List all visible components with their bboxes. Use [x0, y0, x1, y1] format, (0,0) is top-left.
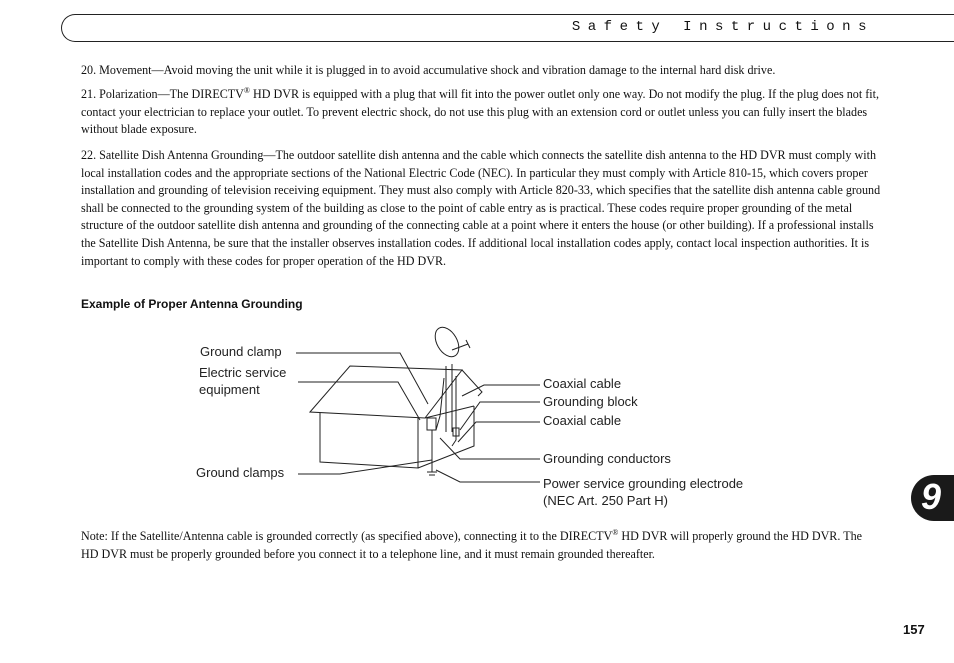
house-wall-front — [320, 412, 418, 468]
grounding-note — [81, 528, 881, 563]
label-coaxial-cable-2: Coaxial cable — [543, 413, 622, 428]
paragraph-dish-grounding: 22. Satellite Dish Antenna Grounding—The outdoor satellite dish antenna and the cable which connects the satellite dish antenna to the HD DVR must comply with local installation codes and the appropriate sections of the National Electric Code (NEC). In particular they must comply with Article 810-15, which covers proper installation and grounding of television receiving equipment. They must also comply with Article 820-33, which specifies that the satellite dish antenna cable ground shall be connected to the grounding system of the building as close to the point of cable entry as is practical. These codes require proper grounding of the metal structure of the outdoor satellite dish antenna and grounding of the connecting cable at a point where it enters the house (or other building). If a professional installs the Satellite Dish Antenna, be sure that the installer observes installation codes. If additional local installation codes apply, contact local inspection authorities. It is important to comply with these codes for proper operation of the HD DVR. — [81, 148, 881, 268]
paragraph-polarization-start: 21. Polarization—The DIRECTV — [81, 87, 244, 101]
label-electric-service: Electric service — [199, 365, 287, 380]
note-registered-mark: ® — [612, 527, 619, 537]
page-number: 157 — [903, 622, 925, 637]
label-electric-service-2: equipment — [199, 382, 260, 397]
electric-service-box — [427, 418, 436, 430]
antenna-grounding-diagram — [0, 320, 954, 520]
roof-front — [310, 366, 462, 418]
leader-electrode — [436, 470, 540, 482]
label-power-electrode: Power service grounding electrode — [543, 476, 744, 491]
house-grounding-illustration — [0, 320, 954, 520]
chapter-number: 9 — [921, 476, 942, 517]
note-start: Note: If the Satellite/Antenna cable is grounded correctly (as specified above), connecting it to the DIRECTV — [81, 529, 613, 543]
paragraph-movement: 20. Movement—Avoid moving the unit while it is plugged in to avoid accumulative shock and vibration damage to the internal hard disk drive. — [81, 63, 776, 77]
paragraph-polarization-rest: HD DVR is equipped with a plug that will fit into the power outlet only one way. Do not modify the plug. If the plug does not fit, contact your electrician to replace your outlet. To prevent electric shock, do not use this plug with an extension cord or outlet unless you can fully insert the blades without blade exposure. — [81, 87, 879, 137]
label-power-electrode-2: (NEC Art. 250 Part H) — [543, 493, 668, 508]
label-ground-clamps: Ground clamps — [196, 465, 285, 480]
note-rest: HD DVR will properly ground the HD DVR. The HD DVR must be properly grounded before you connect it to a telephone line, and it must remain grounded thereafter. — [81, 529, 862, 561]
leader-coaxial-cable-2 — [458, 422, 540, 442]
label-grounding-block: Grounding block — [543, 394, 638, 409]
roof-side — [462, 370, 482, 396]
leader-coaxial-cable-1 — [462, 385, 540, 396]
section-heading: Example of Proper Antenna Grounding — [81, 297, 303, 311]
page-header-title: Safety Instructions — [571, 19, 874, 35]
leader-ground-clamps — [298, 460, 432, 474]
label-grounding-conductors: Grounding conductors — [543, 451, 671, 466]
satellite-dish — [430, 323, 463, 361]
paragraph-polarization — [81, 86, 881, 139]
label-coaxial-cable-1: Coaxial cable — [543, 376, 622, 391]
label-ground-clamp: Ground clamp — [200, 344, 282, 359]
ground-symbol — [427, 472, 437, 475]
registered-mark: ® — [243, 85, 250, 95]
